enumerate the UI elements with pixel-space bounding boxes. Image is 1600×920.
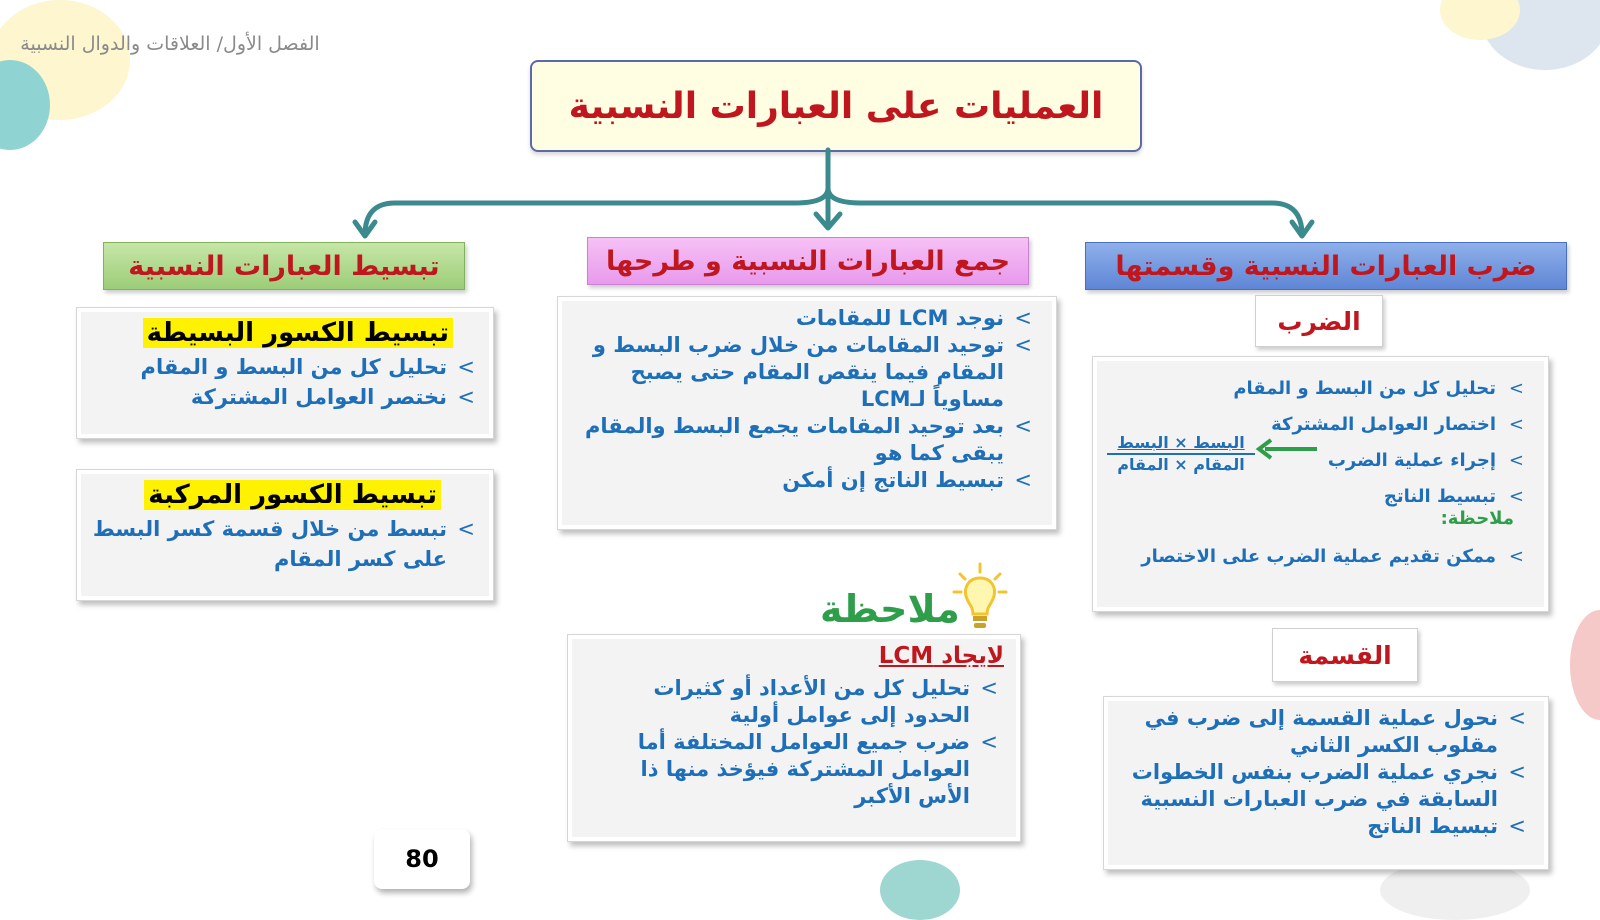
multiply-tab: الضرب (1255, 295, 1383, 347)
chevron-icon: > (1508, 378, 1524, 399)
list-item: > تبسيط الناتج إن أمكن (782, 468, 1032, 492)
complex-fractions-heading: تبسيط الكسور المركبة (144, 480, 441, 510)
list-item: > تبسيط الناتج (1110, 479, 1530, 515)
multiply-note-label: ملاحظة: (1440, 508, 1514, 529)
complex-fractions-box (76, 469, 494, 601)
division-box (1103, 696, 1549, 870)
list-item: > تبسط من خلال قسمة كسر البسط على كسر المقام (91, 514, 481, 574)
chevron-icon: > (980, 730, 998, 754)
chevron-icon: > (457, 355, 475, 379)
chevron-icon: > (1508, 814, 1526, 838)
chevron-icon: > (1014, 414, 1032, 438)
chevron-icon: > (1014, 468, 1032, 492)
chevron-icon: > (1508, 486, 1524, 507)
chevron-icon: > (1508, 760, 1526, 784)
list-item: > اختصار العوامل المشتركة (1110, 407, 1530, 443)
list-item: > إجراء عملية الضرب (1110, 443, 1530, 479)
complex-steps-list (91, 514, 481, 574)
fraction-denominator: المقام × المقام (1117, 455, 1245, 474)
product-fraction (1107, 433, 1255, 475)
add-steps-list (572, 305, 1038, 494)
note-title: ملاحظة (820, 587, 960, 631)
list-item: > بعد توحيد المقامات يجمع البسط والمقام يبقى كما هو (584, 414, 1032, 465)
simple-fractions-heading: تبسيط الكسور البسيطة (143, 318, 453, 348)
multiply-note-list (1110, 539, 1530, 575)
chevron-icon: > (1508, 706, 1526, 730)
chevron-icon: > (1508, 546, 1524, 567)
chapter-title: الفصل الأول/ العلاقات والدوال النسبية (20, 33, 320, 55)
category-simplify: تبسيط العبارات النسبية (103, 242, 465, 290)
add-box (557, 296, 1057, 530)
chevron-icon: > (457, 517, 475, 541)
chevron-icon: > (980, 676, 998, 700)
note-box (567, 634, 1021, 842)
list-item: > نوجد LCM للمقامات (795, 306, 1032, 330)
main-title: العمليات على العبارات النسبية (530, 60, 1142, 152)
page-number: 80 (374, 829, 470, 889)
note-steps-list (584, 675, 1004, 810)
division-tab: القسمة (1272, 628, 1418, 682)
chevron-icon: > (457, 385, 475, 409)
simple-fractions-box (76, 307, 494, 439)
chevron-icon: > (1508, 450, 1524, 471)
list-item: > نجري عملية الضرب بنفس الخطوات السابقة في ضرب العبارات النسبية (1131, 760, 1526, 811)
list-item: > ضرب جميع العوامل المختلفة أما العوامل المشتركة فيؤخذ منها ذا الأس الأكبر (637, 730, 998, 808)
list-item: > نختصر العوامل المشتركة (91, 382, 481, 412)
list-item: > ممكن تقديم عملية الضرب على الاختصار (1110, 539, 1530, 575)
category-add-subtract: جمع العبارات النسبية و طرحها (587, 237, 1029, 285)
division-steps-list (1120, 705, 1532, 840)
list-item: > توحيد المقامات من خلال ضرب البسط و المقام فيما ينقص المقام حتى يصبح مساوياً لـLCM (592, 333, 1032, 411)
list-item: > نحول عملية القسمة إلى ضرب في مقلوب الكسر الثاني (1144, 706, 1526, 757)
list-item: > تحليل كل من البسط و المقام (1110, 371, 1530, 407)
multiply-box (1092, 356, 1549, 612)
lcm-subtitle: لايجاد LCM (878, 643, 1004, 669)
left-arrow-icon (1255, 437, 1321, 461)
fraction-numerator: البسط × البسط (1107, 433, 1255, 455)
simple-steps-list (91, 352, 481, 412)
list-item: > تحليل كل من الأعداد أو كثيرات الحدود إلى عوامل أولية (653, 676, 998, 727)
connector-left-branch (365, 188, 828, 235)
list-item: > تبسيط الناتج (1367, 814, 1526, 838)
chevron-icon: > (1014, 333, 1032, 357)
category-multiply-divide: ضرب العبارات النسبية وقسمتها (1085, 242, 1567, 290)
connector-right-branch (828, 188, 1302, 235)
chevron-icon: > (1014, 306, 1032, 330)
lightbulb-icon (952, 562, 1008, 634)
chevron-icon: > (1508, 414, 1524, 435)
list-item: > تحليل كل من البسط و المقام (91, 352, 481, 382)
